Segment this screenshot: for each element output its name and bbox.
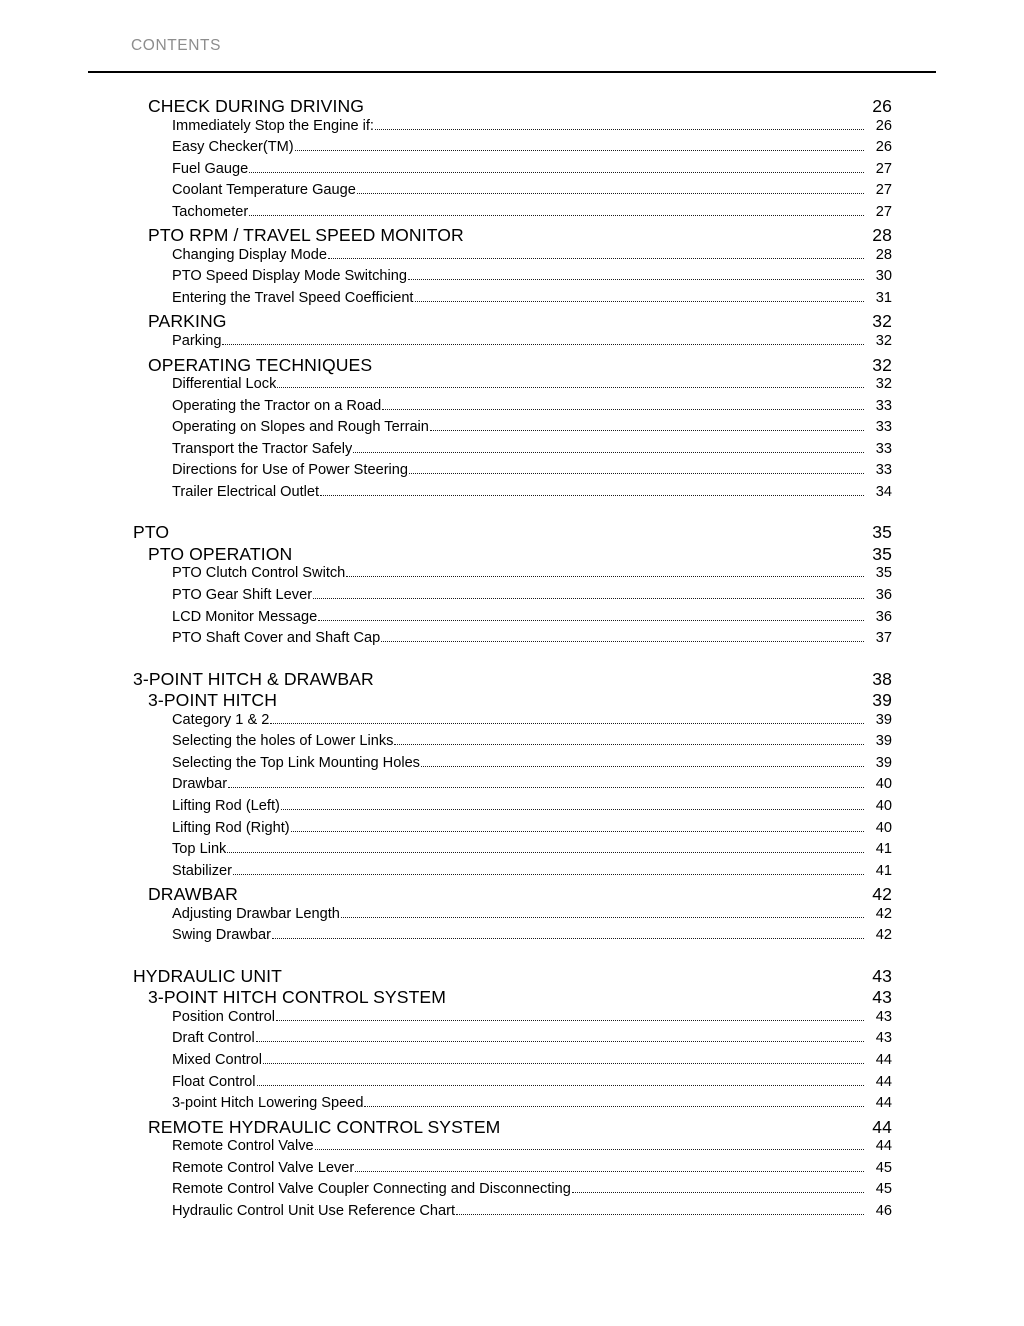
toc-entry-page-number: 33 (875, 462, 892, 479)
toc-entry-page-number: 38 (872, 668, 892, 689)
toc-dot-leader (448, 1002, 862, 1003)
toc-dot-leader (315, 1149, 864, 1150)
toc-dot-leader (318, 620, 864, 621)
toc-entry[interactable] (0, 798, 1024, 820)
toc-entry-page-number: 43 (875, 1030, 892, 1047)
toc-entry[interactable] (0, 1074, 1024, 1096)
toc-dot-leader (249, 172, 864, 173)
toc-entry-page-number: 39 (875, 754, 892, 771)
toc-entry-title: Trailer Electrical Outlet (172, 483, 320, 500)
toc-entry-page-number: 42 (872, 884, 892, 905)
toc-dot-leader (346, 576, 864, 577)
toc-entry-title: Adjusting Drawbar Length (172, 905, 340, 922)
toc-dot-leader (466, 240, 862, 241)
toc-entry-title: Operating the Tractor on a Road (172, 397, 382, 414)
toc-entry[interactable] (0, 182, 1024, 204)
toc-dot-leader (272, 938, 864, 939)
toc-dot-leader (320, 495, 864, 496)
toc-dot-leader (375, 129, 864, 130)
toc-entry[interactable] (0, 927, 1024, 949)
toc-entry-page-number: 39 (875, 733, 892, 750)
toc-entry[interactable] (0, 733, 1024, 755)
toc-entry-page-number: 44 (872, 1116, 892, 1137)
toc-dot-leader (374, 370, 862, 371)
toc-entry-page-number: 41 (875, 841, 892, 858)
toc-dot-leader (502, 1132, 862, 1133)
toc-dot-leader (430, 430, 864, 431)
toc-entry-page-number: 45 (875, 1159, 892, 1176)
toc-entry-title: Mixed Control (172, 1051, 263, 1068)
toc-entry[interactable] (0, 966, 1024, 988)
toc-entry-page-number: 34 (875, 483, 892, 500)
toc-entry-title: Directions for Use of Power Steering (172, 462, 409, 479)
toc-entry-page-number: 35 (875, 565, 892, 582)
toc-entry-title: Drawbar (172, 776, 228, 793)
toc-dot-leader (229, 326, 862, 327)
table-of-contents-list (0, 96, 1024, 1224)
toc-entry-title: Coolant Temperature Gauge (172, 182, 356, 199)
toc-entry-page-number: 28 (872, 225, 892, 246)
toc-entry-page-number: 32 (872, 354, 892, 375)
toc-entry[interactable] (0, 376, 1024, 398)
toc-entry[interactable] (0, 1203, 1024, 1225)
toc-entry[interactable] (0, 1117, 1024, 1139)
toc-entry[interactable] (0, 587, 1024, 609)
toc-entry-title: OPERATING TECHNIQUES (148, 354, 373, 375)
toc-dot-leader (276, 1020, 864, 1021)
toc-entry[interactable] (0, 1009, 1024, 1031)
toc-dot-leader (364, 1106, 864, 1107)
toc-entry[interactable] (0, 906, 1024, 928)
toc-entry[interactable] (0, 776, 1024, 798)
toc-entry-title: Stabilizer (172, 862, 233, 879)
toc-entry-page-number: 35 (872, 522, 892, 543)
toc-dot-leader (382, 409, 864, 410)
toc-dot-leader (256, 1041, 864, 1042)
toc-entry[interactable] (0, 484, 1024, 506)
toc-entry-page-number: 43 (875, 1008, 892, 1025)
toc-dot-leader (408, 279, 864, 280)
toc-entry[interactable] (0, 987, 1024, 1009)
toc-entry-page-number: 28 (875, 246, 892, 263)
toc-entry[interactable] (0, 139, 1024, 161)
toc-entry[interactable] (0, 204, 1024, 226)
toc-entry-title: PTO Clutch Control Switch (172, 565, 346, 582)
toc-entry-title: Immediately Stop the Engine if: (172, 117, 374, 134)
toc-entry-title: 3-POINT HITCH CONTROL SYSTEM (148, 987, 447, 1008)
toc-entry-title: Selecting the Top Link Mounting Holes (172, 754, 420, 771)
toc-dot-leader (249, 215, 864, 216)
toc-entry[interactable] (0, 863, 1024, 885)
toc-entry-page-number: 32 (875, 376, 892, 393)
toc-dot-leader (227, 852, 864, 853)
toc-entry-title: CHECK DURING DRIVING (148, 96, 365, 116)
toc-entry[interactable] (0, 690, 1024, 712)
toc-entry[interactable] (0, 268, 1024, 290)
toc-entry-title: Remote Control Valve Coupler Connecting and Disconnecting (172, 1181, 571, 1198)
toc-entry[interactable] (0, 609, 1024, 631)
toc-entry-page-number: 30 (875, 268, 892, 285)
toc-entry-page-number: 26 (875, 117, 892, 134)
toc-entry-title: Parking (172, 333, 222, 350)
toc-entry-title: Float Control (172, 1073, 256, 1090)
toc-entry-title: PTO Shaft Cover and Shaft Cap (172, 630, 381, 647)
toc-entry-title: PTO Gear Shift Lever (172, 587, 313, 604)
toc-entry[interactable] (0, 884, 1024, 906)
toc-entry-title: Easy Checker(TM) (172, 139, 294, 156)
toc-entry[interactable] (0, 630, 1024, 652)
toc-dot-leader (279, 705, 862, 706)
toc-entry-title: PTO RPM / TRAVEL SPEED MONITOR (148, 225, 464, 246)
toc-dot-leader (277, 387, 864, 388)
toc-entry-page-number: 35 (872, 543, 892, 564)
toc-entry[interactable] (0, 118, 1024, 140)
toc-entry[interactable] (0, 522, 1024, 544)
toc-entry[interactable] (0, 565, 1024, 587)
toc-entry-page-number: 42 (875, 905, 892, 922)
toc-entry-title: Transport the Tractor Safely (172, 440, 353, 457)
toc-entry-title: Lifting Rod (Right) (172, 819, 290, 836)
toc-entry[interactable] (0, 1138, 1024, 1160)
toc-entry[interactable] (0, 441, 1024, 463)
toc-entry-title: Remote Control Valve Lever (172, 1159, 355, 1176)
toc-entry[interactable] (0, 669, 1024, 691)
toc-dot-leader (421, 766, 864, 767)
header-divider-rule (88, 71, 936, 73)
toc-entry-title: Fuel Gauge (172, 160, 249, 177)
toc-entry-page-number: 26 (875, 139, 892, 156)
toc-entry-page-number: 43 (872, 987, 892, 1008)
toc-dot-leader (263, 1063, 864, 1064)
toc-dot-leader (381, 641, 864, 642)
toc-entry[interactable] (0, 225, 1024, 247)
toc-entry-page-number: 33 (875, 397, 892, 414)
toc-entry[interactable] (0, 355, 1024, 377)
toc-entry-title: PARKING (148, 311, 227, 332)
toc-entry[interactable] (0, 544, 1024, 566)
toc-entry-title: Changing Display Mode (172, 246, 327, 263)
toc-entry-page-number: 40 (875, 776, 892, 793)
toc-entry-title: Selecting the holes of Lower Links (172, 733, 394, 750)
toc-dot-leader (294, 559, 862, 560)
toc-entry-page-number: 39 (875, 711, 892, 728)
toc-entry[interactable] (0, 311, 1024, 333)
toc-entry[interactable] (0, 820, 1024, 842)
toc-dot-leader (222, 344, 864, 345)
toc-entry[interactable] (0, 333, 1024, 355)
toc-entry[interactable] (0, 398, 1024, 420)
toc-entry[interactable] (0, 290, 1024, 312)
toc-entry-page-number: 36 (875, 608, 892, 625)
toc-entry[interactable] (0, 1030, 1024, 1052)
toc-entry[interactable] (0, 1181, 1024, 1203)
toc-entry[interactable] (0, 1160, 1024, 1182)
toc-entry-title: Operating on Slopes and Rough Terrain (172, 419, 429, 436)
toc-entry-title: Position Control (172, 1008, 276, 1025)
toc-entry-page-number: 32 (875, 333, 892, 350)
toc-entry[interactable] (0, 1052, 1024, 1074)
toc-entry[interactable] (0, 1095, 1024, 1117)
toc-entry-page-number: 37 (875, 630, 892, 647)
toc-entry-title: REMOTE HYDRAULIC CONTROL SYSTEM (148, 1116, 501, 1137)
toc-entry-page-number: 44 (875, 1073, 892, 1090)
toc-entry-page-number: 45 (875, 1181, 892, 1198)
toc-entry-title: 3-POINT HITCH & DRAWBAR (133, 668, 374, 689)
toc-dot-leader (366, 111, 862, 112)
toc-entry-page-number: 44 (875, 1095, 892, 1112)
toc-entry-page-number: 44 (875, 1051, 892, 1068)
toc-entry[interactable] (0, 96, 1024, 118)
toc-entry-title: Differential Lock (172, 376, 277, 393)
toc-entry-page-number: 40 (875, 819, 892, 836)
toc-entry-page-number: 46 (875, 1202, 892, 1219)
toc-entry[interactable] (0, 247, 1024, 269)
toc-dot-leader (233, 874, 864, 875)
toc-entry-title: Tachometer (172, 203, 249, 220)
toc-entry-title: DRAWBAR (148, 884, 238, 905)
toc-entry-title: Swing Drawbar (172, 927, 271, 944)
toc-dot-leader (287, 981, 862, 982)
toc-entry-page-number: 33 (875, 440, 892, 457)
toc-dot-leader (341, 917, 864, 918)
toc-dot-leader (409, 473, 864, 474)
toc-entry[interactable] (0, 462, 1024, 484)
toc-entry[interactable] (0, 161, 1024, 183)
toc-dot-leader (291, 831, 864, 832)
toc-entry-page-number: 36 (875, 587, 892, 604)
toc-dot-leader (295, 150, 864, 151)
toc-entry-title: PTO (133, 522, 170, 543)
toc-entry[interactable] (0, 712, 1024, 734)
toc-dot-leader (394, 744, 864, 745)
toc-entry-page-number: 27 (875, 160, 892, 177)
toc-entry-title: PTO Speed Display Mode Switching (172, 268, 407, 285)
toc-entry[interactable] (0, 755, 1024, 777)
toc-entry-page-number: 44 (875, 1138, 892, 1155)
toc-entry-page-number: 31 (875, 289, 892, 306)
toc-entry[interactable] (0, 841, 1024, 863)
toc-dot-leader (379, 684, 862, 685)
toc-entry-title: 3-POINT HITCH (148, 690, 278, 711)
toc-dot-leader (353, 452, 864, 453)
toc-dot-leader (456, 1214, 864, 1215)
toc-entry-page-number: 32 (872, 311, 892, 332)
toc-entry-title: Lifting Rod (Left) (172, 797, 280, 814)
toc-dot-leader (270, 723, 864, 724)
toc-entry[interactable] (0, 419, 1024, 441)
toc-entry-page-number: 43 (872, 965, 892, 986)
toc-dot-leader (415, 301, 865, 302)
toc-entry-title: PTO OPERATION (148, 543, 293, 564)
toc-dot-leader (355, 1171, 864, 1172)
toc-entry-page-number: 27 (875, 203, 892, 220)
toc-dot-leader (174, 537, 862, 538)
toc-dot-leader (257, 1085, 864, 1086)
toc-dot-leader (313, 598, 864, 599)
toc-entry-title: Top Link (172, 841, 227, 858)
toc-entry-title: 3-point Hitch Lowering Speed (172, 1095, 364, 1112)
page-header-label: CONTENTS (131, 37, 222, 54)
toc-entry-page-number: 39 (872, 690, 892, 711)
toc-entry-title: Category 1 & 2 (172, 711, 270, 728)
toc-entry-title: Entering the Travel Speed Coefficient (172, 289, 414, 306)
toc-entry-page-number: 26 (872, 96, 892, 116)
toc-dot-leader (357, 193, 864, 194)
toc-dot-leader (281, 809, 864, 810)
toc-dot-leader (228, 787, 864, 788)
toc-entry-page-number: 42 (875, 927, 892, 944)
toc-dot-leader (240, 899, 862, 900)
toc-dot-leader (572, 1192, 864, 1193)
toc-entry-title: LCD Monitor Message (172, 608, 318, 625)
toc-entry-title: Remote Control Valve (172, 1138, 314, 1155)
toc-entry-page-number: 40 (875, 797, 892, 814)
toc-entry-page-number: 33 (875, 419, 892, 436)
toc-dot-leader (328, 258, 864, 259)
toc-entry-page-number: 41 (875, 862, 892, 879)
toc-entry-title: HYDRAULIC UNIT (133, 965, 283, 986)
toc-entry-title: Hydraulic Control Unit Use Reference Chart (172, 1202, 456, 1219)
toc-entry-page-number: 27 (875, 182, 892, 199)
toc-entry-title: Draft Control (172, 1030, 255, 1047)
